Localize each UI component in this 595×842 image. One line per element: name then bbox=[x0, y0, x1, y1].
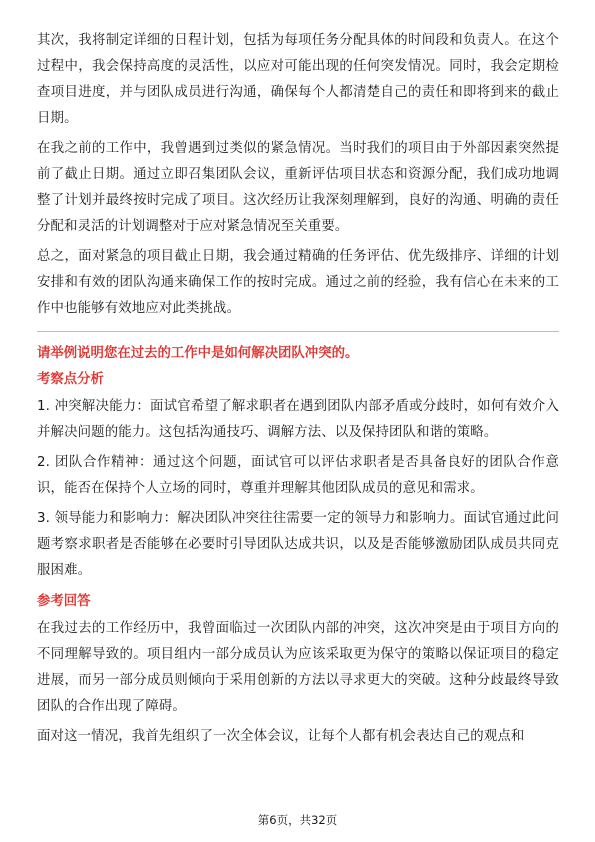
analysis-item: 3. 领导能力和影响力：解决团队冲突往往需要一定的领导力和影响力。面试官通过此问题考察求职者是否能够在必要时引导团队达成共识，以及是否能够激励团队成员共同克服困难。 bbox=[37, 511, 559, 578]
analysis-title: 考察点分析 bbox=[37, 372, 104, 387]
interview-question: 请举例说明您在过去的工作中是如何解决团队冲突的。 bbox=[37, 346, 359, 361]
answer-paragraph: 在我过去的工作经历中，我曾面临过一次团队内部的冲突，这次冲突是由于项目方向的不同理解导致的。项目组内一部分成员认为应该采取更为保守的策略以保证项目的稳定进展，而另一部分成员则倾向于采用创新的方法以寻求更大的突破。这种分歧最终导致团队的合作出现了障碍。 bbox=[37, 621, 559, 714]
page-number: 第6页，共32页 bbox=[257, 813, 338, 827]
document-page bbox=[37, 28, 559, 754]
paragraph: 其次，我将制定详细的日程计划，包括为每项任务分配具体的时间段和负责人。在这个过程中，我会保持高度的灵活性，以应对可能出现的任何突发情况。同时，我会定期检查项目进度，并与团队成员进行沟通，确保每个人都清楚自己的责任和即将到来的截止日期。 bbox=[37, 33, 559, 126]
analysis-item: 2. 团队合作精神：通过这个问题，面试官可以评估求职者是否具备良好的团队合作意识，能否在保持个人立场的同时，尊重并理解其他团队成员的意见和需求。 bbox=[37, 455, 559, 496]
answer-paragraph: 面对这一情况，我首先组织了一次全体会议，让每个人都有机会表达自己的观点和 bbox=[37, 729, 525, 744]
section-divider bbox=[37, 331, 559, 332]
paragraph: 总之，面对紧急的项目截止日期，我会通过精确的任务评估、优先级排序、详细的计划安排和有效的团队沟通来确保工作的按时完成。通过之前的经验，我有信心在未来的工作中也能够有效地应对此类挑战。 bbox=[37, 249, 559, 316]
answer-title: 参考回答 bbox=[37, 594, 91, 609]
analysis-item: 1. 冲突解决能力：面试官希望了解求职者在遇到团队内部矛盾或分歧时，如何有效介入并解决问题的能力。这包括沟通技巧、调解方法、以及保持团队和谐的策略。 bbox=[37, 399, 559, 440]
paragraph: 在我之前的工作中，我曾遇到过类似的紧急情况。当时我们的项目由于外部因素突然提前了截止日期。通过立即召集团队会议，重新评估项目状态和资源分配，我们成功地调整了计划并最终按时完成了项目。这次经历让我深刻理解到，良好的沟通、明确的责任分配和灵活的计划调整对于应对紧急情况至关重要。 bbox=[37, 141, 559, 234]
